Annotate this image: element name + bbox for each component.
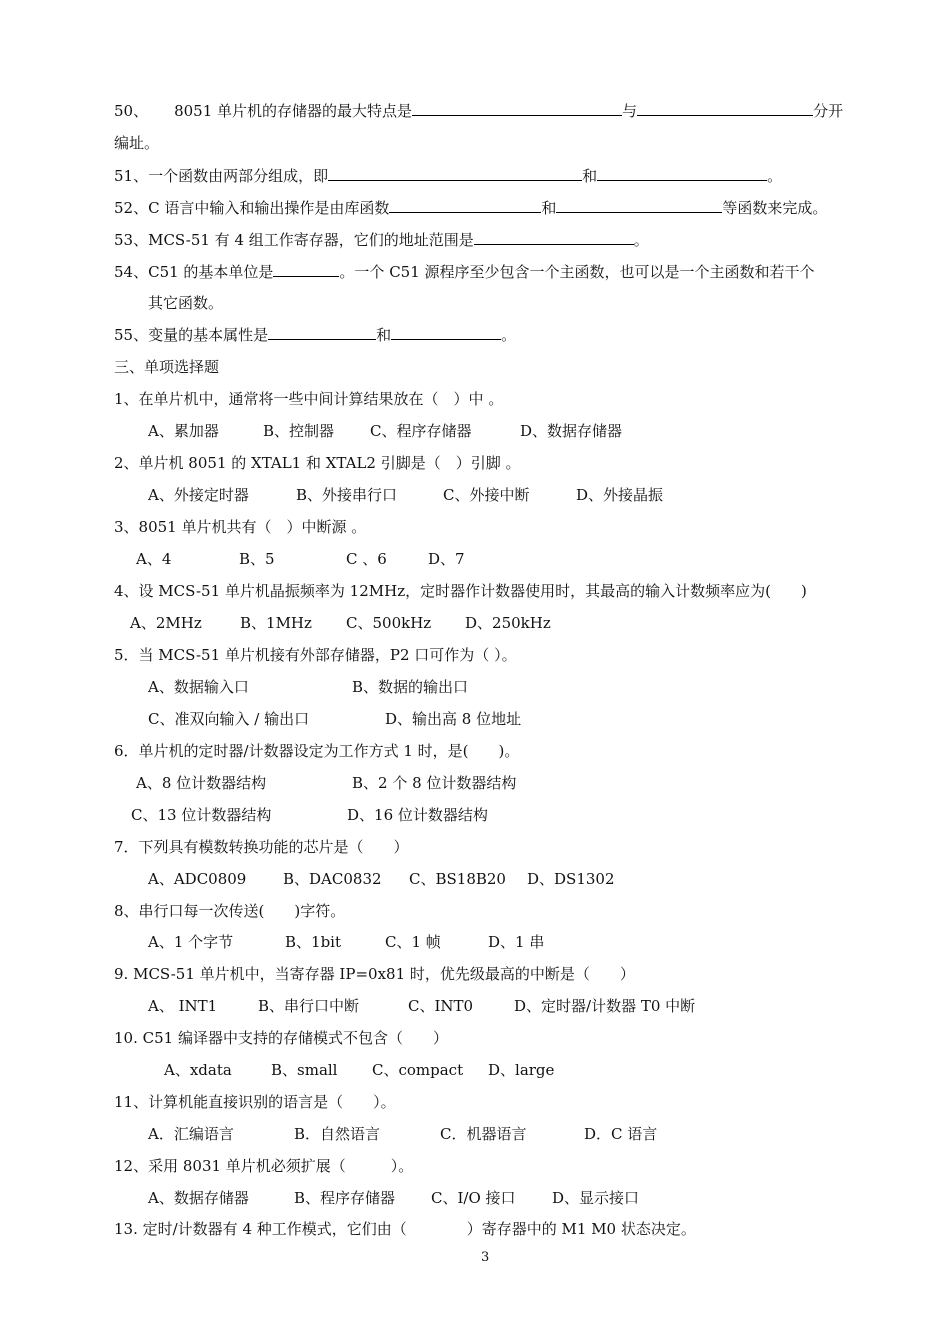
option-b[interactable]: B、small bbox=[271, 1061, 338, 1079]
option-a[interactable]: A、累加器 bbox=[148, 422, 219, 440]
mc-question-stem: 1、在单片机中，通常将一些中间计算结果放在（ ）中 。 bbox=[114, 390, 504, 408]
mc-question-stem: 3、8051 单片机共有（ ）中断源 。 bbox=[114, 518, 367, 536]
option-d[interactable]: D、250kHz bbox=[465, 614, 551, 632]
option-b[interactable]: B、1MHz bbox=[240, 614, 312, 632]
option-d[interactable]: D、数据存储器 bbox=[520, 422, 623, 440]
option-d[interactable]: D、输出高 8 位地址 bbox=[385, 710, 522, 728]
option-c[interactable]: C、13 位计数器结构 bbox=[131, 806, 272, 824]
question-54 bbox=[114, 262, 815, 282]
question-52-tail: 等函数来完成。 bbox=[722, 199, 828, 217]
answer-blank[interactable] bbox=[389, 198, 541, 213]
option-d[interactable]: D、16 位计数器结构 bbox=[347, 806, 488, 824]
mc-question-stem: 4、设 MCS-51 单片机晶振频率为 12MHz，定时器作计数器使用时，其最高的输入计数频率应为( ) bbox=[114, 582, 807, 600]
option-d[interactable]: D、large bbox=[488, 1061, 555, 1079]
option-a[interactable]: A、2MHz bbox=[130, 614, 202, 632]
question-53 bbox=[114, 230, 649, 250]
question-53-text: 53、MCS-51 有 4 组工作寄存器，它们的地址范围是 bbox=[114, 231, 474, 249]
mc-question-stem: 7．下列具有模数转换功能的芯片是（ ） bbox=[114, 838, 409, 856]
option-a[interactable]: A、ADC0809 bbox=[148, 870, 247, 888]
option-a[interactable]: A、8 位计数器结构 bbox=[136, 774, 267, 792]
question-50 bbox=[114, 101, 843, 121]
option-a[interactable]: A、 INT1 bbox=[148, 997, 218, 1015]
option-a[interactable]: A．汇编语言 bbox=[148, 1125, 234, 1143]
option-d[interactable]: D．C 语言 bbox=[584, 1125, 658, 1143]
question-54-text: 54、C51 的基本单位是 bbox=[114, 263, 274, 281]
answer-blank[interactable] bbox=[597, 166, 767, 181]
question-51 bbox=[114, 166, 782, 186]
question-50-tail: 分开 bbox=[813, 102, 844, 120]
option-b[interactable]: B、控制器 bbox=[263, 422, 335, 440]
question-51-joiner: 和 bbox=[582, 167, 598, 185]
question-52-text: 52、C 语言中输入和输出操作是由库函数 bbox=[114, 199, 390, 217]
mc-question-stem: 10. C51 编译器中支持的存储模式不包含（ ） bbox=[114, 1029, 448, 1047]
answer-blank[interactable] bbox=[474, 230, 634, 245]
question-55-text: 55、变量的基本属性是 bbox=[114, 326, 269, 344]
option-c[interactable]: C、500kHz bbox=[346, 614, 432, 632]
option-a[interactable]: A、xdata bbox=[164, 1061, 232, 1079]
answer-blank[interactable] bbox=[328, 166, 582, 181]
question-54-tail: 。一个 C51 源程序至少包含一个主函数，也可以是一个主函数和若干个 bbox=[339, 263, 815, 281]
option-d[interactable]: D、显示接口 bbox=[552, 1189, 640, 1207]
question-54-continuation: 其它函数。 bbox=[148, 294, 224, 312]
mc-question-stem: 12、采用 8031 单片机必须扩展（ ）。 bbox=[114, 1157, 414, 1175]
question-50-number: 50、 bbox=[114, 102, 149, 120]
option-d[interactable]: D、7 bbox=[428, 550, 465, 568]
question-52 bbox=[114, 198, 827, 218]
mc-question-stem: 8、串行口每一次传送( )字符。 bbox=[114, 902, 346, 920]
option-a[interactable]: A、4 bbox=[136, 550, 172, 568]
option-c[interactable]: C、I/O 接口 bbox=[431, 1189, 516, 1207]
option-b[interactable]: B、DAC0832 bbox=[283, 870, 382, 888]
option-d[interactable]: D、1 串 bbox=[488, 933, 545, 951]
mc-question-stem: 11、计算机能直接识别的语言是（ ）。 bbox=[114, 1093, 396, 1111]
option-b[interactable]: B、数据的输出口 bbox=[352, 678, 469, 696]
option-b[interactable]: B、2 个 8 位计数器结构 bbox=[352, 774, 517, 792]
question-51-text: 51、一个函数由两部分组成，即 bbox=[114, 167, 329, 185]
option-c[interactable]: C、1 帧 bbox=[385, 933, 441, 951]
option-c[interactable]: C、compact bbox=[372, 1061, 464, 1079]
option-c[interactable]: C、准双向输入 / 输出口 bbox=[148, 710, 310, 728]
option-c[interactable]: C、BS18B20 bbox=[409, 870, 506, 888]
answer-blank[interactable] bbox=[273, 262, 339, 277]
answer-blank[interactable] bbox=[637, 101, 813, 116]
question-50-joiner: 与 bbox=[622, 102, 638, 120]
option-d[interactable]: D、定时器/计数器 T0 中断 bbox=[514, 997, 696, 1015]
mc-question-stem: 9. MCS-51 单片机中，当寄存器 IP=0x81 时，优先级最高的中断是（ ） bbox=[114, 965, 635, 983]
question-50-text: 8051 单片机的存储器的最大特点是 bbox=[174, 102, 413, 120]
answer-blank[interactable] bbox=[556, 198, 722, 213]
answer-blank[interactable] bbox=[268, 325, 376, 340]
mc-question-stem: 5．当 MCS-51 单片机接有外部存储器，P2 口可作为（ ）。 bbox=[114, 646, 517, 664]
question-53-tail: 。 bbox=[633, 231, 649, 249]
question-52-joiner: 和 bbox=[541, 199, 557, 217]
option-d[interactable]: D、DS1302 bbox=[527, 870, 615, 888]
option-c[interactable]: C 、6 bbox=[346, 550, 387, 568]
mc-question-stem: 13. 定时/计数器有 4 种工作模式，它们由（ ）寄存器中的 M1 M0 状态决定。 bbox=[114, 1220, 696, 1238]
option-a[interactable]: A、1 个字节 bbox=[148, 933, 234, 951]
mc-question-stem: 6．单片机的定时器/计数器设定为工作方式 1 时，是( )。 bbox=[114, 742, 520, 760]
option-b[interactable]: B、串行口中断 bbox=[258, 997, 360, 1015]
option-b[interactable]: B．自然语言 bbox=[294, 1125, 381, 1143]
option-b[interactable]: B、5 bbox=[239, 550, 275, 568]
question-55-tail: 。 bbox=[501, 326, 517, 344]
option-b[interactable]: B、1bit bbox=[285, 933, 341, 951]
page-number: 3 bbox=[481, 1250, 490, 1265]
option-b[interactable]: B、程序存储器 bbox=[294, 1189, 396, 1207]
option-c[interactable]: C．机器语言 bbox=[440, 1125, 527, 1143]
question-55-joiner: 和 bbox=[376, 326, 392, 344]
question-55 bbox=[114, 325, 516, 345]
option-b[interactable]: B、外接串行口 bbox=[296, 486, 398, 504]
answer-blank[interactable] bbox=[412, 101, 622, 116]
option-a[interactable]: A、外接定时器 bbox=[148, 486, 249, 504]
option-c[interactable]: C、INT0 bbox=[408, 997, 474, 1015]
option-a[interactable]: A、数据输入口 bbox=[148, 678, 249, 696]
answer-blank[interactable] bbox=[391, 325, 501, 340]
option-c[interactable]: C、程序存储器 bbox=[370, 422, 472, 440]
section-title: 三、单项选择题 bbox=[114, 358, 220, 376]
mc-question-stem: 2、单片机 8051 的 XTAL1 和 XTAL2 引脚是（ ）引脚 。 bbox=[114, 454, 521, 472]
option-d[interactable]: D、外接晶振 bbox=[576, 486, 664, 504]
question-51-tail: 。 bbox=[767, 167, 783, 185]
option-c[interactable]: C、外接中断 bbox=[443, 486, 530, 504]
question-50-continuation: 编址。 bbox=[114, 134, 160, 152]
option-a[interactable]: A、数据存储器 bbox=[148, 1189, 249, 1207]
